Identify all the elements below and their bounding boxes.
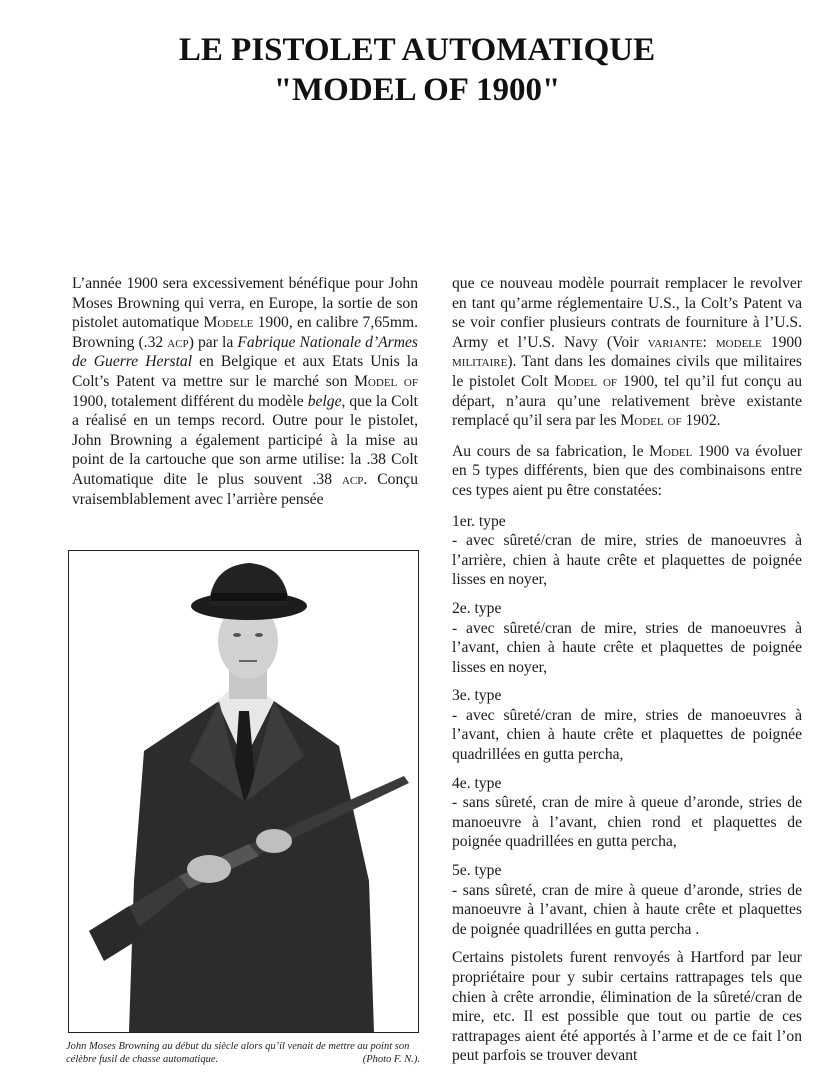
- type-3: [452, 686, 802, 764]
- text-run: L’année 1900 sera excessivement bénéfique pour John Moses Browning qui verra, en Europe, la sortie de son pistolet automatique: [72, 275, 418, 332]
- right-paragraph-3: Certains pistolets furent renvoyés à Hartford par leur propriétaire pour y subir certains rattrapages tels que chien à crête arrondie, élimination de la sûreté/cran de mire, etc. Il est possible que tout ou partie de ces rattrapages aient été apportés à l’arme et de ce fait l’on peut parfois se trouver devant: [452, 949, 802, 1065]
- browning-portrait-photo: [68, 550, 419, 1033]
- type-description: - avec sûreté/cran de mire, stries de manoeuvres à l’avant, chien à haute crête et plaquettes de poignée lisses en noyer,: [452, 619, 802, 676]
- right-paragraph-2: [452, 442, 802, 501]
- title-line-1: LE PISTOLET AUTOMATIQUE: [178, 32, 656, 68]
- type-5: [452, 861, 802, 939]
- emphasis: belge: [307, 392, 342, 410]
- model-name: Modele 1900: [203, 314, 289, 332]
- right-paragraph-1: [452, 274, 802, 431]
- type-1: [452, 512, 802, 590]
- type-4: [452, 774, 802, 852]
- text-run: , que la Colt a réalisé en un temps record. Outre pour le pistolet, John Browning a également participé à la mise au point de la cartouche que son arme utilise: la .38 Colt Automatique dite le plus souvent .38: [72, 392, 418, 488]
- text-run: ). Tant dans les domaines civils que militaires le pistolet Colt: [452, 353, 802, 390]
- type-heading: 1er. type: [452, 512, 506, 530]
- type-description: - avec sûreté/cran de mire, stries de manoeuvres à l’avant, chien à haute crête et plaquettes de poignée quadrillées en gutta percha,: [452, 706, 802, 764]
- model-name: Model of 1902: [620, 412, 717, 430]
- text-run: , en calibre 7,65mm. Browning (.32: [72, 314, 418, 351]
- text-run: en Belgique et aux Etats Unis la Colt’s Patent va mettre sur le marché son: [72, 353, 418, 390]
- text-run: , totalement différent du modèle: [103, 392, 308, 410]
- variant-reference: variante: modele 1900 militaire: [452, 333, 802, 371]
- photo-caption: [66, 1040, 420, 1066]
- type-description: - avec sûreté/cran de mire, stries de manoeuvres à l’arrière, chien à haute crête et plaquettes de poignée lisses en noyer,: [452, 532, 802, 589]
- model-name: Model of 1900: [72, 372, 418, 410]
- text-run: ) par la: [188, 333, 238, 351]
- type-description: - sans sûreté, cran de mire à queue d’aronde, stries de manoeuvre à l’avant, chien rond et plaquettes de poignée quadrillées en gutta percha,: [452, 794, 802, 851]
- caliber-abbrev: acp: [167, 333, 189, 351]
- left-paragraph-1: [72, 274, 418, 509]
- type-2: [452, 599, 802, 677]
- text-run: , tel qu’il fut conçu au départ, n’aura qu’une relativement brève existante remplacé qu’il sera par les: [452, 372, 802, 430]
- type-description: - sans sûreté, cran de mire à queue d’aronde, stries de manoeuvre à l’avant, chien à haute crête et plaquettes de poignée quadrillées en gutta percha .: [452, 881, 802, 938]
- page-title: [0, 30, 834, 110]
- type-heading: 4e. type: [452, 774, 502, 792]
- type-heading: 5e. type: [452, 862, 502, 880]
- title-line-2: "MODEL OF 1900": [273, 72, 561, 108]
- text-run: que ce nouveau modèle pourrait remplacer le revolver en tant qu’arme réglementaire U.S., la Colt’s Patent va se voir confier plusieurs contrats de fourniture à l’U.S. Army et l’U.S. Navy (Voir: [452, 275, 802, 351]
- text-run: .: [716, 412, 721, 430]
- model-name: Model of 1900: [553, 372, 655, 390]
- text-run: Au cours de sa fabrication, le: [452, 442, 650, 460]
- photo-illustration: [69, 551, 418, 1032]
- photo-credit: (Photo F. N.).: [362, 1054, 420, 1065]
- type-heading: 2e. type: [452, 599, 502, 617]
- model-name: Model 1900: [649, 442, 730, 460]
- text-run: va évoluer en 5 types différents, bien que des combinaisons entre ces types aient pu être constatées:: [452, 442, 803, 499]
- manufacturer-name: Fabrique Nationale d’Armes de Guerre Herstal: [72, 333, 418, 371]
- left-column: [72, 274, 418, 509]
- caption-text: John Moses Browning au début du siècle alors qu’il venait de mettre au point son célèbre fusil de chasse automatique.: [66, 1041, 410, 1065]
- caliber-abbrev: acp: [341, 470, 364, 488]
- right-column: [452, 274, 802, 1066]
- type-heading: 3e. type: [452, 687, 502, 705]
- text-run: . Conçu vraisemblablement avec l’arrière pensée: [72, 470, 418, 508]
